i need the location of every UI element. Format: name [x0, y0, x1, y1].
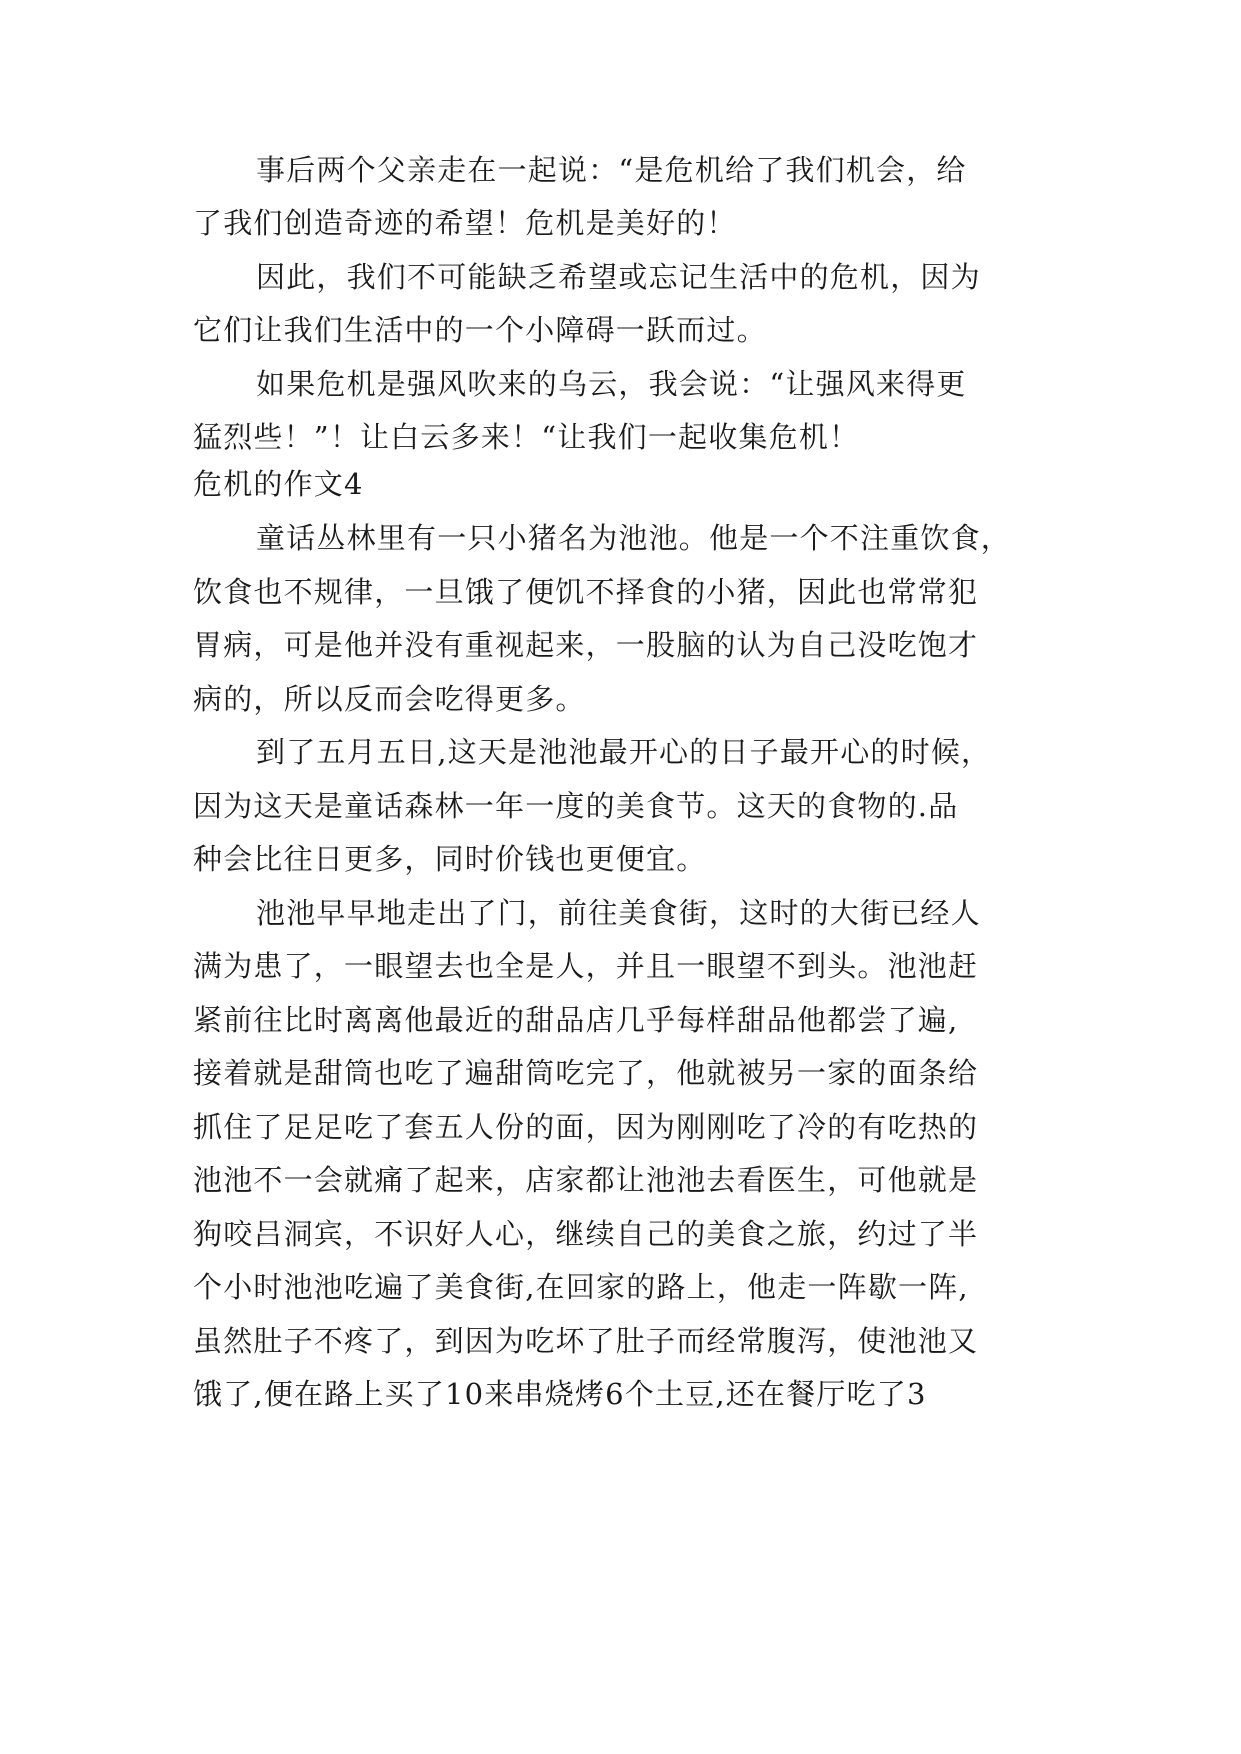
- paragraph-line: 满为患了，一眼望去也全是人，并且一眼望不到头。池池赶: [193, 949, 979, 983]
- paragraph-line: 病的，所以反而会吃得更多。: [193, 682, 586, 716]
- paragraph-line: 因为这天是童话森林一年一度的美食节。这天的食物的.品: [193, 789, 959, 823]
- paragraph-line: 抓住了足足吃了套五人份的面，因为刚刚吃了冷的有吃热的: [193, 1110, 979, 1144]
- paragraph-line: 接着就是甜筒也吃了遍甜筒吃完了，他就被另一家的面条给: [193, 1056, 979, 1090]
- paragraph-line: 池池早早地走出了门，前往美食街，这时的大街已经人: [256, 896, 981, 930]
- paragraph-line: 它们让我们生活中的一个小障碍一跃而过。: [193, 313, 767, 347]
- essay-heading: 危机的作文4: [193, 467, 364, 501]
- paragraph-line: 饿了,便在路上买了10来串烧烤6个土豆,还在餐厅吃了3: [193, 1377, 927, 1411]
- paragraph-line: 池池不一会就痛了起来，店家都让池池去看医生，可他就是: [193, 1163, 979, 1197]
- paragraph-line: 事后两个父亲走在一起说：“是危机给了我们机会，给: [256, 153, 967, 187]
- paragraph-line: 紧前往比时离离他最近的甜品店几乎每样甜品他都尝了遍,: [193, 1003, 959, 1037]
- paragraph-line: 因此，我们不可能缺乏希望或忘记生活中的危机，因为: [256, 260, 981, 294]
- paragraph-line: 狗咬吕洞宾，不识好人心，继续自己的美食之旅，约过了半: [193, 1217, 979, 1251]
- paragraph-line: 种会比往日更多，同时价钱也更便宜。: [193, 842, 707, 876]
- paragraph-line: 童话丛林里有一只小猪名为池池。他是一个不注重饮食，: [256, 521, 1012, 555]
- paragraph-line: 虽然肚子不疼了，到因为吃坏了肚子而经常腹泻，使池池又: [193, 1324, 979, 1358]
- paragraph-line: 个小时池池吃遍了美食街,在回家的路上，他走一阵歇一阵,: [193, 1270, 969, 1304]
- paragraph-line: 了我们创造奇迹的希望！危机是美好的！: [193, 206, 737, 240]
- paragraph-line: 到了五月五日,这天是池池最开心的日子最开心的时候，: [256, 735, 992, 769]
- paragraph-line: 饮食也不规律，一旦饿了便饥不择食的小猪，因此也常常犯: [193, 575, 979, 609]
- paragraph-line: 胃病，可是他并没有重视起来，一股脑的认为自己没吃饱才: [193, 628, 979, 662]
- paragraph-line: 猛烈些！”！让白云多来！“让我们一起收集危机！: [193, 420, 860, 454]
- paragraph-line: 如果危机是强风吹来的乌云，我会说：“让强风来得更: [256, 367, 967, 401]
